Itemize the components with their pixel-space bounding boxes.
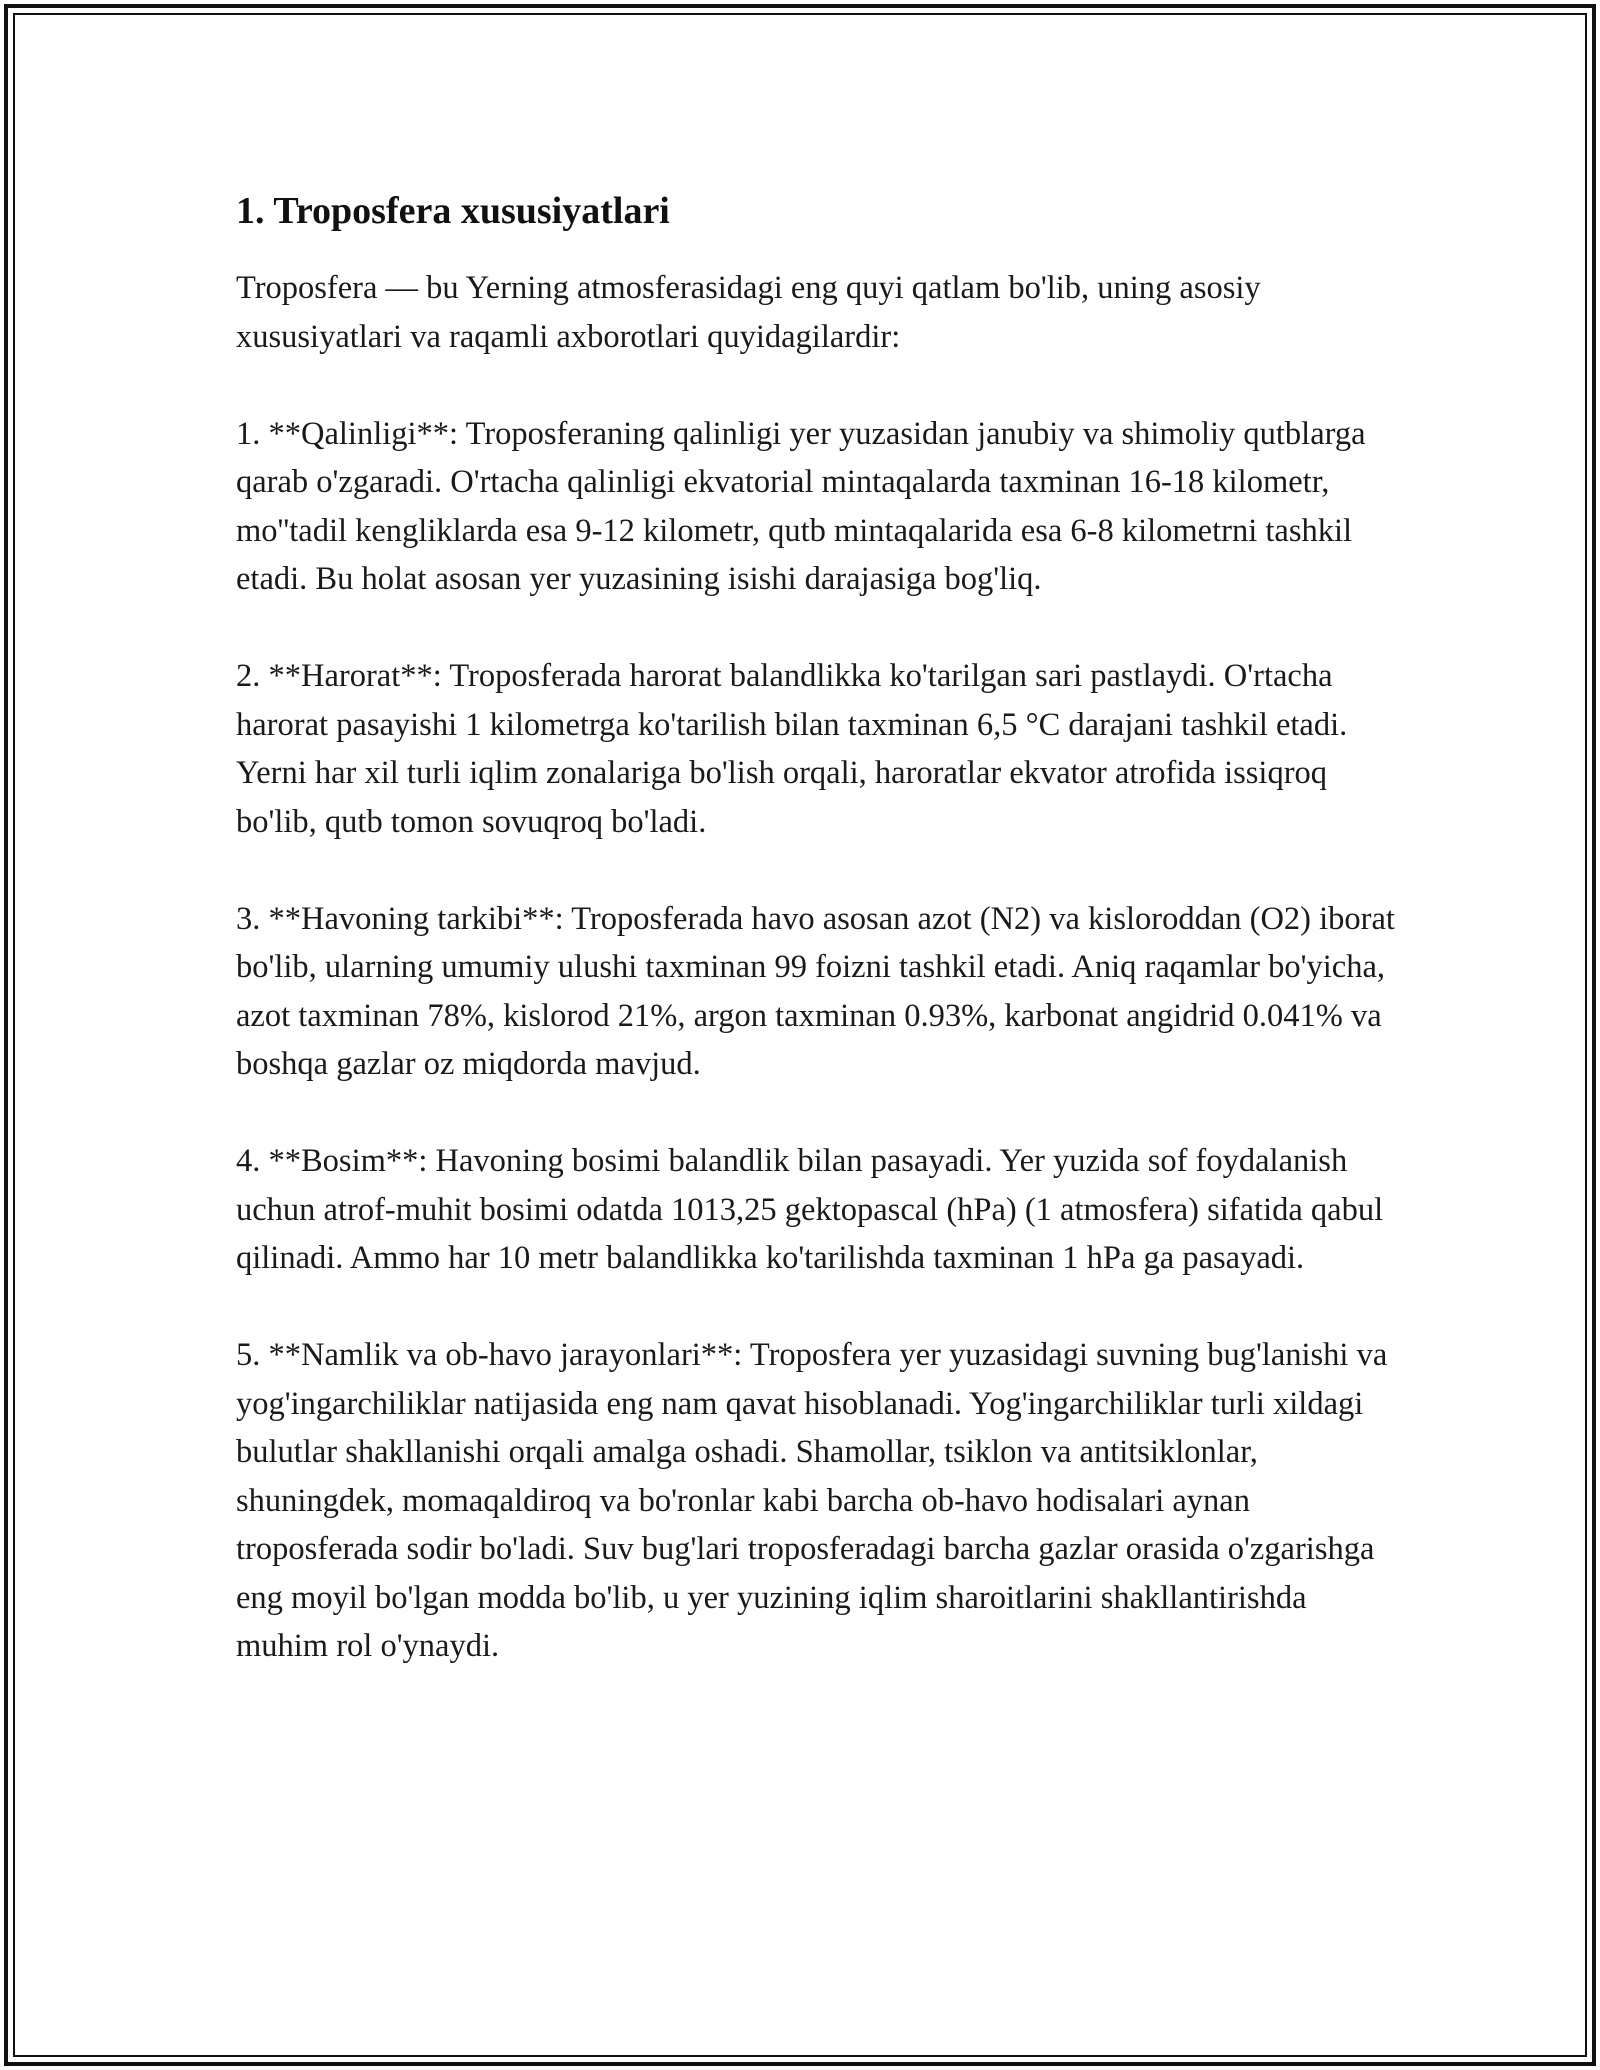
intro-paragraph: Troposfera — bu Yerning atmosferasidagi eng quyi qatlam bo'lib, uning asosiy xususiyatlari va raqamli axborotlari quyidagilardir: <box>236 270 1261 355</box>
document-body <box>236 186 1396 1719</box>
page-title: 1. Troposfera xususiyatlari <box>236 190 670 232</box>
paragraph-humidity-weather: 5. **Namlik va ob-havo jarayonlari**: Troposfera yer yuzasidagi suvning bug'lanishi va yog'ingarchiliklar natijasida eng nam qavat hisoblanadi. Yog'ingarchiliklar turli xildagi bulutlar shakllanishi orqali amalga oshadi. Shamollar, tsiklon va antitsiklonlar, shuningdek, momaqaldiroq va bo'ronlar kabi barcha ob-havo hodisalari aynan troposferada sodir bo'ladi. Suv bug'lari troposferadagi barcha gazlar orasida o'zgarishga eng moyil bo'lgan modda bo'lib, u yer yuzining iqlim sharoitlarini shakllantirishda muhim rol o'ynaydi. <box>236 1337 1388 1664</box>
paragraph-air-composition: 3. **Havoning tarkibi**: Troposferada havo asosan azot (N2) va kisloroddan (O2) iborat bo'lib, ularning umumiy ulushi taxminan 99 foizni tashkil etadi. Aniq raqamlar bo'yicha, azot taxminan 78%, kislorod 21%, argon taxminan 0.93%, karbonat angidrid 0.041% va boshqa gazlar oz miqdorda mavjud. <box>236 900 1395 1082</box>
paragraph-temperature: 2. **Harorat**: Troposferada harorat balandlikka ko'tarilgan sari pastlaydi. O'rtacha harorat pasayishi 1 kilometrga ko'tarilish bilan taxminan 6,5 °C darajani tashkil etadi. Yerni har xil turli iqlim zonalariga bo'lish orqali, haroratlar ekvator atrofida issiqroq bo'lib, qutb tomon sovuqroq bo'ladi. <box>236 658 1348 840</box>
paragraph-thickness: 1. **Qalinligi**: Troposferaning qalinligi yer yuzasidan janubiy va shimoliy qutblarga qarab o'zgaradi. O'rtacha qalinligi ekvatorial mintaqalarda taxminan 16-18 kilometr, mo''tadil kengliklarda esa 9-12 kilometr, qutb mintaqalarida esa 6-8 kilometrni tashkil etadi. Bu holat asosan yer yuzasining isishi darajasiga bog'liq. <box>236 415 1366 597</box>
paragraph-pressure: 4. **Bosim**: Havoning bosimi balandlik bilan pasayadi. Yer yuzida sof foydalanish uchun atrof-muhit bosimi odatda 1013,25 gektopascal (hPa) (1 atmosfera) sifatida qabul qilinadi. Ammo har 10 metr balandlikka ko'tarilishda taxminan 1 hPa ga pasayadi. <box>236 1143 1384 1276</box>
